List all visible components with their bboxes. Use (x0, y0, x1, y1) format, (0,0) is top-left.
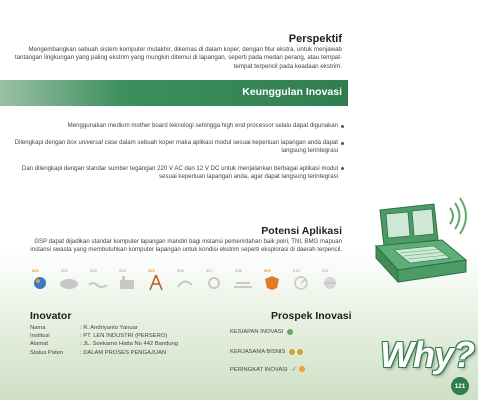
sector-number: 005 (148, 268, 155, 273)
sector-number: 008 (235, 268, 242, 273)
sector-number: 007 (206, 268, 213, 273)
inovator-row-status (30, 349, 178, 357)
prospek-item-label: PERINGKAT INOVASI (230, 366, 288, 373)
keunggulan-item-italic: box universal case (66, 139, 118, 147)
sector-number: 010 (293, 268, 300, 273)
potensi-body: GSP dapat dijadikan standar komputer lapangan mandiri bagi instansi pemerintahan baik polri, TNI, BMG mapuan instansi swasta yang membutuhkan komputer lapangan untuk kondisi ekstrim seperti eksplorasi di daerah terpencil. (30, 238, 342, 254)
sector-item (142, 268, 170, 294)
inovator-key: Alamat (30, 341, 49, 348)
keunggulan-item (14, 139, 344, 155)
sector-item (258, 268, 286, 294)
prospek-item-label: KESIAPAN INOVASI (230, 329, 284, 335)
inovator-value: : DALAM PROSES PENGAJUAN (80, 349, 167, 356)
prospek-item-kerjasama (230, 349, 303, 355)
prospek-title: Prospek Inovasi (271, 310, 352, 322)
inovator-value: : JL. Soekarno Hatta No 442 Bandung (80, 341, 178, 348)
tower-icon (145, 273, 167, 291)
suitcase-computer-illustration (370, 196, 472, 284)
inovator-value: : PT. LEN INDUSTRI (PERSERO) (80, 333, 168, 340)
checkmark-icon: ✓ (291, 367, 297, 373)
inovator-key: Status Paten (30, 349, 64, 356)
check-icon (287, 329, 293, 335)
gear-icon (203, 273, 225, 291)
sector-number: 006 (177, 268, 184, 273)
inovator-key: Nama (30, 325, 46, 331)
globe-icon (319, 273, 341, 291)
keunggulan-item-text: Dan dilengkapi dengan standar sumber tegangan 220 V AC dan 12 V DC untuk menjalankan berbagai aplikasi modul sesuai keperluan lapangan anda, agar dapat langsung terintegrasi (21, 164, 338, 180)
sector-item (26, 268, 54, 294)
prospek-item-peringkat (230, 366, 305, 373)
why-logo: Why? (380, 334, 474, 375)
page-number: 121 (451, 377, 469, 395)
factory-icon (116, 273, 138, 291)
sector-number: 004 (119, 268, 126, 273)
shield-icon (261, 273, 283, 291)
keunggulan-item (14, 165, 344, 181)
satellite-icon (29, 273, 51, 291)
sector-item (316, 268, 344, 294)
keunggulan-title: Keunggulan Inovasi (242, 86, 342, 98)
sector-number: 011 (322, 268, 329, 273)
sector-icon-row (26, 268, 346, 294)
sector-number: 002 (61, 268, 68, 273)
thumb-icon (299, 366, 305, 372)
inovator-table (30, 324, 178, 357)
field-icon (232, 273, 254, 291)
sector-number: 003 (90, 268, 97, 273)
inovator-row-alamat (30, 340, 178, 348)
radar-icon (290, 273, 312, 291)
potensi-title: Potensi Aplikasi (261, 225, 342, 237)
sector-item (229, 268, 257, 294)
prospek-item-kesiapan (230, 329, 293, 335)
keunggulan-item-text: Menggunakan medium mother board teknologi sehingga high end processor selalu dapat digunakan (67, 122, 338, 129)
inovator-row-institusi (30, 332, 178, 340)
money-icon (297, 349, 303, 355)
money-icon (289, 349, 295, 355)
inovator-value: : R. Andriyanto Yanuar (80, 325, 138, 331)
water-icon (87, 273, 109, 291)
perspektif-body: Mengembangkan sebuah sistem komputer mutakhir, dikemas di dalam koper, dengan fitur ekstra, untuk menjawab tantangan lingkungan yang paling ekstrim yang mungkin ditemui di lapangan, seperti pada medan perang, atau tempat-tempat terpencil pada keadaan ekstrim. (14, 46, 342, 70)
sector-item (200, 268, 228, 294)
inovator-row-nama (30, 324, 178, 332)
sector-item (287, 268, 315, 294)
perspektif-title: Perspektif (288, 33, 342, 45)
inovator-key: Institusi (30, 333, 50, 340)
keunggulan-item-post: dalam sebuah koper maka aplikasi modul sesuai keperluan lapangan anda dapat langsung terintegrasi (117, 139, 338, 155)
keunggulan-list (14, 122, 344, 190)
sector-item (113, 268, 141, 294)
keunggulan-item-pre: Dilengkapi dengan (14, 139, 67, 147)
hand-icon (174, 273, 196, 291)
sector-item (171, 268, 199, 294)
sector-number: 001 (32, 268, 39, 273)
sector-item (84, 268, 112, 294)
cloud-icon (58, 273, 80, 291)
keunggulan-banner (0, 80, 348, 106)
keunggulan-item (14, 122, 344, 130)
sector-number: 009 (264, 268, 271, 273)
prospek-item-label: KERJASAMA BISNIS (230, 349, 286, 355)
inovator-title: Inovator (30, 310, 72, 322)
sector-item (55, 268, 83, 294)
